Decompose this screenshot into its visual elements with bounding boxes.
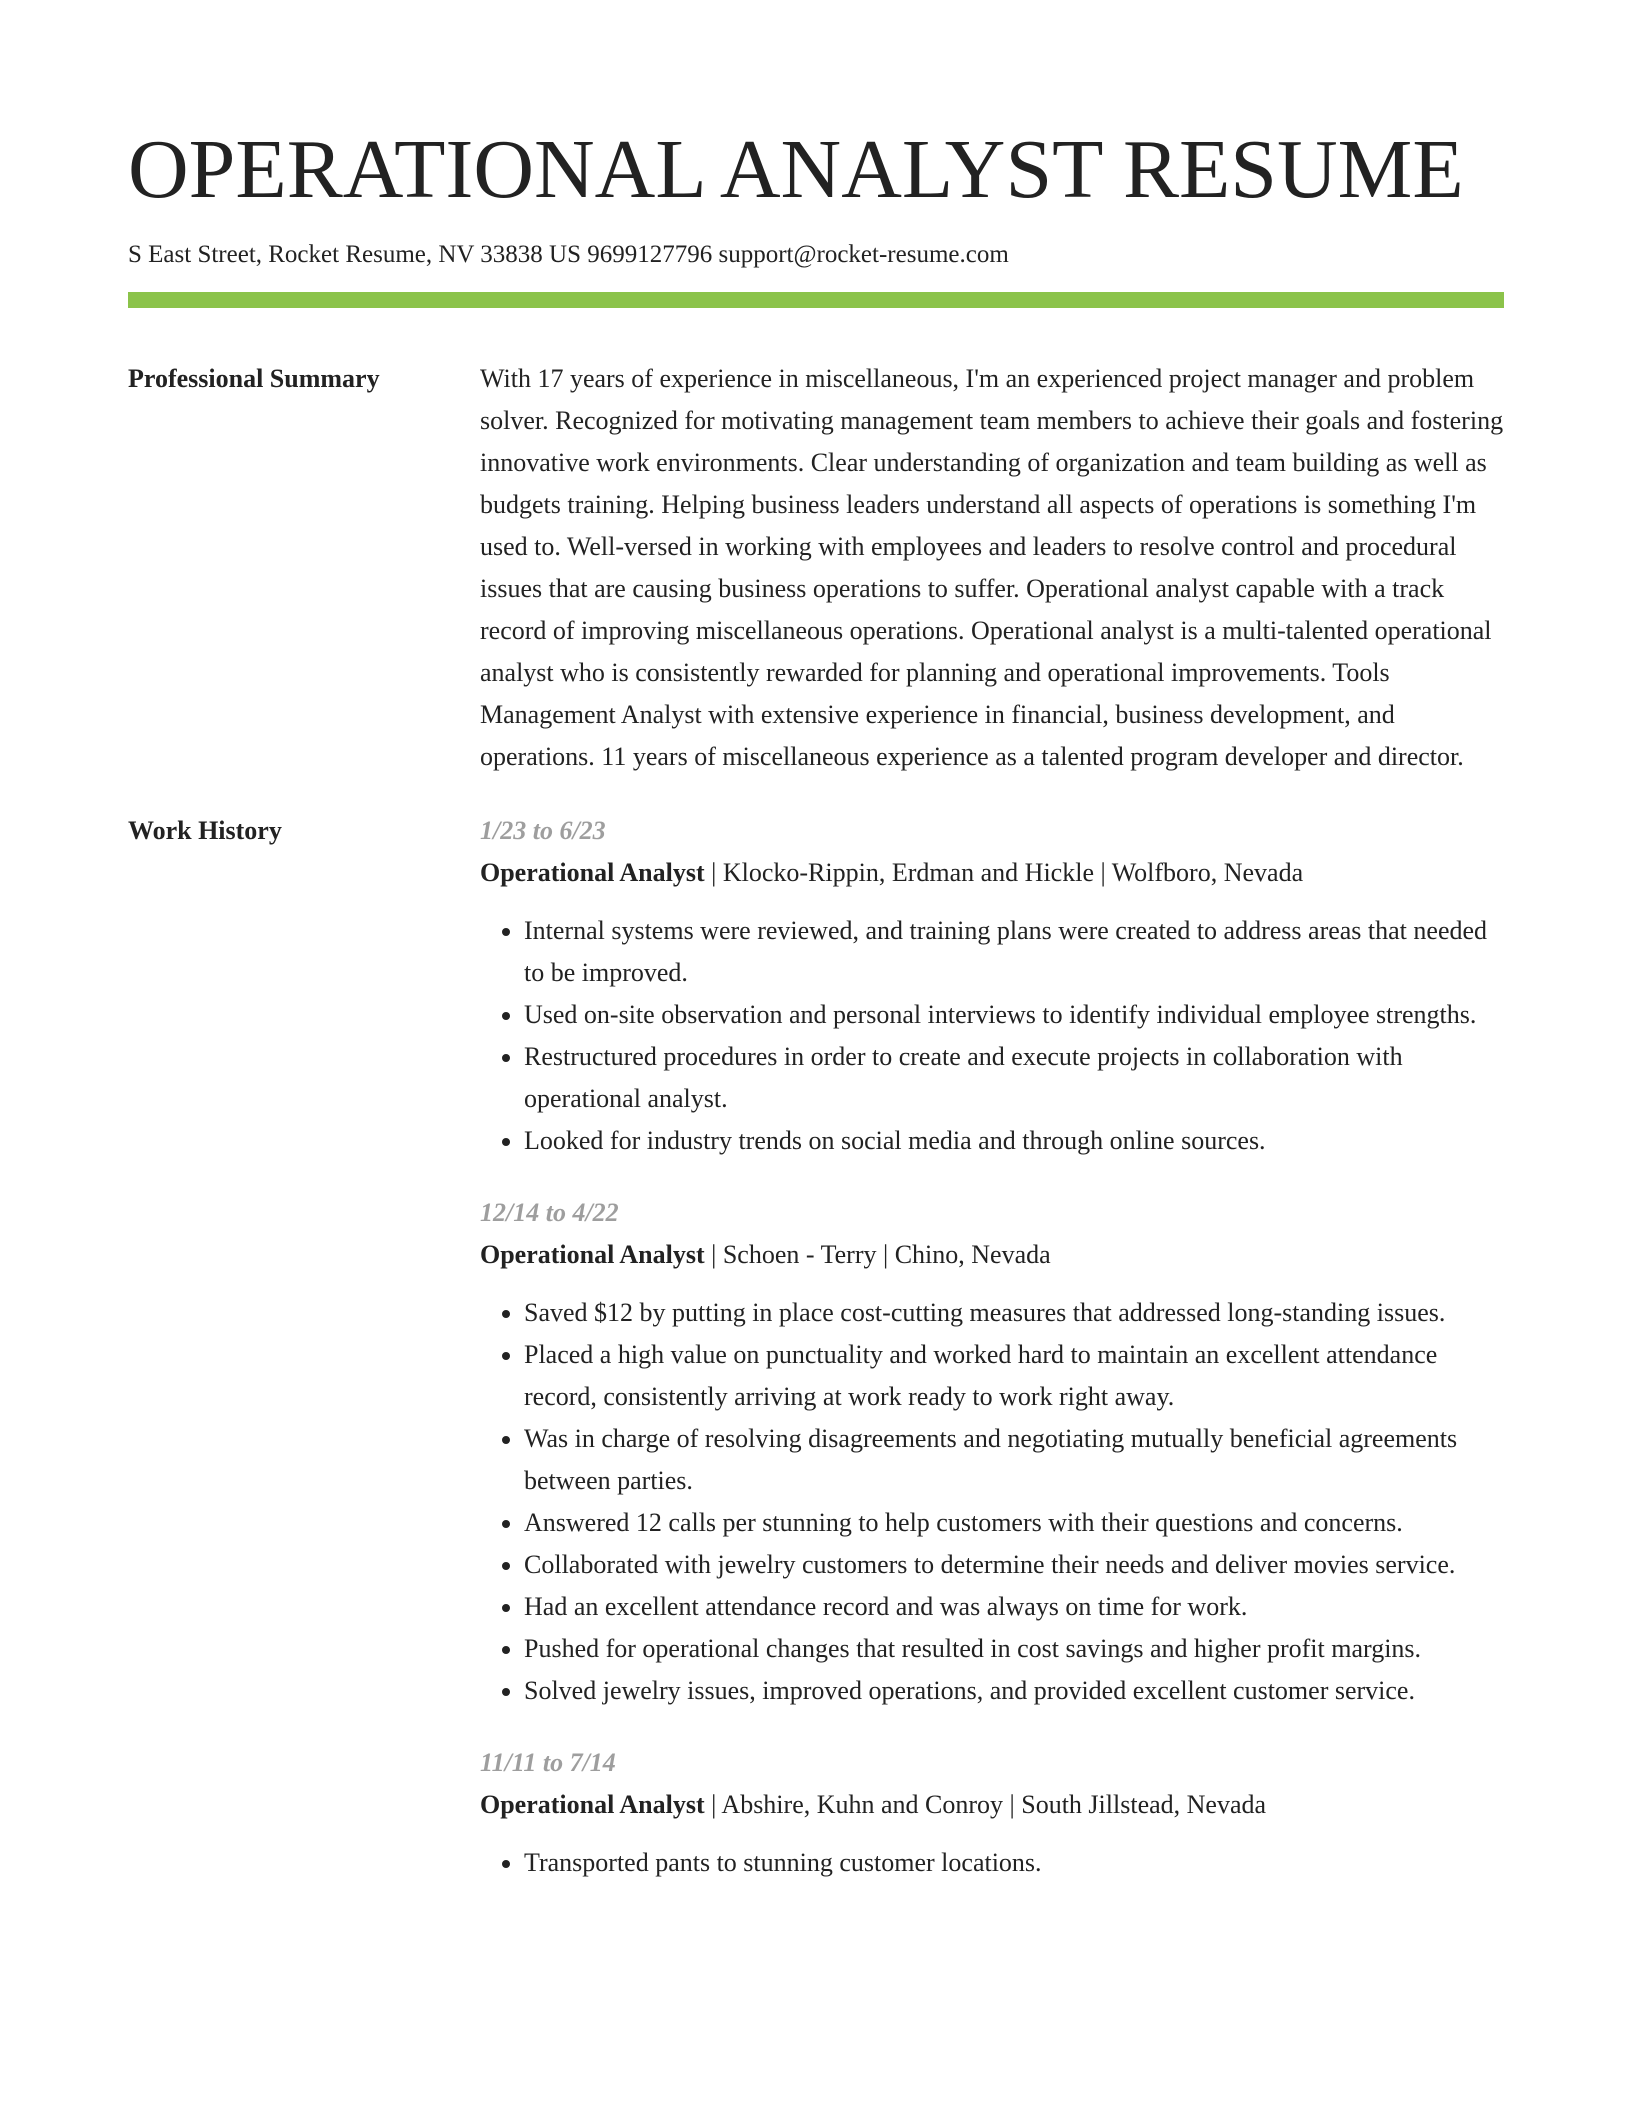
job-title: Operational Analyst bbox=[480, 858, 705, 887]
header-divider bbox=[128, 292, 1504, 308]
job-bullet: • Had an excellent attendance record and was always on time for work. bbox=[524, 1586, 1504, 1628]
resume-page bbox=[128, 0, 1504, 1914]
section-label-work-history: Work History bbox=[128, 816, 282, 845]
job-bullets bbox=[480, 910, 1504, 1162]
job-heading bbox=[480, 852, 1504, 894]
job-bullet: • Used on-site observation and personal interviews to identify individual employee strengths. bbox=[524, 994, 1504, 1036]
job-details: | Klocko-Rippin, Erdman and Hickle | Wolfboro, Nevada bbox=[704, 858, 1304, 887]
job-title: Operational Analyst bbox=[480, 1790, 705, 1819]
job-bullet: • Answered 12 calls per stunning to help customers with their questions and concerns. bbox=[524, 1502, 1504, 1544]
work-history-section bbox=[128, 810, 1504, 1914]
section-label-summary: Professional Summary bbox=[128, 364, 380, 393]
job-bullet: • Collaborated with jewelry customers to determine their needs and deliver movies service. bbox=[524, 1544, 1504, 1586]
job-bullets bbox=[480, 1842, 1504, 1884]
job-bullet: • Looked for industry trends on social media and through online sources. bbox=[524, 1120, 1504, 1162]
summary-section bbox=[128, 358, 1504, 778]
job-bullet: • Was in charge of resolving disagreements and negotiating mutually beneficial agreements between parties. bbox=[524, 1418, 1504, 1502]
job-bullet: • Internal systems were reviewed, and training plans were created to address areas that needed to be improved. bbox=[524, 910, 1504, 994]
job-bullet: • Transported pants to stunning customer locations. bbox=[524, 1842, 1504, 1884]
job-heading bbox=[480, 1784, 1504, 1826]
work-history-body bbox=[480, 810, 1504, 1914]
job-bullet: • Saved $12 by putting in place cost-cutting measures that addressed long-standing issues. bbox=[524, 1292, 1504, 1334]
job-details: | Abshire, Kuhn and Conroy | South Jillstead, Nevada bbox=[704, 1790, 1267, 1819]
contact-info: S East Street, Rocket Resume, NV 33838 US 9699127796 support@rocket-resume.com bbox=[128, 241, 1009, 268]
page-title: OPERATIONAL ANALYST RESUME bbox=[128, 123, 1464, 216]
summary-text: With 17 years of experience in miscellaneous, I'm an experienced project manager and problem solver. Recognized for motivating management team members to achieve their goals and fostering innovative work environments. Clear understanding of organization and team building as well as budgets training. Helping business leaders understand all aspects of operations is something I'm used to. Well-versed in working with employees and leaders to resolve control and procedural issues that are causing business operations to suffer. Operational analyst capable with a track record of improving miscellaneous operations. Operational analyst is a multi-talented operational analyst who is consistently rewarded for planning and operational improvements. Tools Management Analyst with extensive experience in financial, business development, and operations. 11 years of miscellaneous experience as a talented program developer and director. bbox=[480, 364, 1504, 771]
job-dates: 11/11 to 7/14 bbox=[480, 1748, 616, 1777]
job-heading bbox=[480, 1234, 1504, 1276]
job-dates: 12/14 to 4/22 bbox=[480, 1198, 619, 1227]
job-dates: 1/23 to 6/23 bbox=[480, 816, 606, 845]
job-entry bbox=[480, 1742, 1504, 1884]
job-bullets bbox=[480, 1292, 1504, 1712]
job-title: Operational Analyst bbox=[480, 1240, 705, 1269]
job-entry bbox=[480, 810, 1504, 1162]
summary-body bbox=[480, 358, 1504, 778]
job-details: | Schoen - Terry | Chino, Nevada bbox=[704, 1240, 1051, 1269]
job-entry bbox=[480, 1192, 1504, 1712]
job-bullet: • Placed a high value on punctuality and worked hard to maintain an excellent attendance record, consistently arriving at work ready to work right away. bbox=[524, 1334, 1504, 1418]
job-bullet: • Solved jewelry issues, improved operations, and provided excellent customer service. bbox=[524, 1670, 1504, 1712]
job-bullet: • Pushed for operational changes that resulted in cost savings and higher profit margins. bbox=[524, 1628, 1504, 1670]
job-bullet: • Restructured procedures in order to create and execute projects in collaboration with operational analyst. bbox=[524, 1036, 1504, 1120]
